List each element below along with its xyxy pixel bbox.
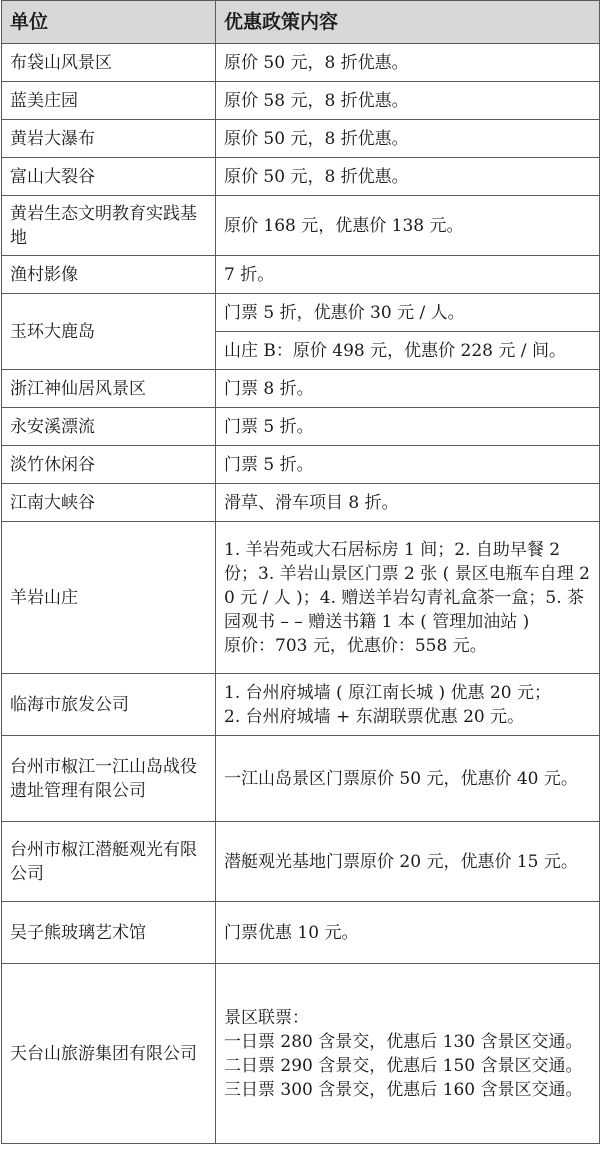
- unit-cell: 吴子熊玻璃艺术馆: [2, 902, 216, 964]
- unit-cell: 江南大峡谷: [2, 484, 216, 522]
- policy-line: 门票 5 折。: [224, 416, 314, 437]
- policy-cell: [216, 522, 600, 674]
- policy-line: 山庄 B：原价 498 元，优惠价 228 元 / 间。: [224, 340, 566, 361]
- policy-line: 原价 58 元，8 折优惠。: [224, 90, 409, 111]
- policy-line: 三日票 300 含景交，优惠后 160 含景区交通。: [224, 1079, 583, 1100]
- table-row: [2, 158, 600, 196]
- header-policy: 优惠政策内容: [216, 1, 600, 44]
- unit-cell: 蓝美庄园: [2, 82, 216, 120]
- policy-cell: [216, 736, 600, 822]
- policy-line: 滑草、滑车项目 8 折。: [224, 492, 399, 513]
- header-unit: 单位: [2, 1, 216, 44]
- policy-line: 原价 50 元，8 折优惠。: [224, 128, 409, 149]
- unit-cell: 浙江神仙居风景区: [2, 370, 216, 408]
- unit-cell: 永安溪漂流: [2, 408, 216, 446]
- table-row: [2, 446, 600, 484]
- unit-cell: 天台山旅游集团有限公司: [2, 964, 216, 1144]
- policy-line: 一江山岛景区门票原价 50 元，优惠价 40 元。: [224, 768, 578, 789]
- discount-table: [1, 0, 600, 1144]
- policy-line: 景区联票：: [224, 1007, 309, 1028]
- policy-cell: [216, 196, 600, 256]
- policy-line: 门票 5 折，优惠价 30 元 / 人。: [224, 302, 465, 323]
- policy-line: 门票 5 折。: [224, 454, 314, 475]
- policy-line: 2. 台州府城墙 + 东湖联票优惠 20 元。: [224, 706, 525, 727]
- policy-line: 门票优惠 10 元。: [224, 922, 359, 943]
- policy-cell: [216, 120, 600, 158]
- unit-cell: 黄岩生态文明教育实践基地: [2, 196, 216, 256]
- table-row: [2, 370, 600, 408]
- policy-line: 1. 羊岩苑或大石居标房 1 间；2. 自助早餐 2 份；3. 羊岩山景区门票 2 张 ( 景区电瓶车自理 20 元 / 人 )；4. 赠送羊岩勾青礼盒茶一盒；5. 茶园观书 – – 赠送书籍 1 本 ( 管理加油站 ): [224, 539, 590, 632]
- policy-cell: [216, 902, 600, 964]
- table-row: [2, 736, 600, 822]
- policy-line: 门票 8 折。: [224, 378, 314, 399]
- policy-cell: [216, 82, 600, 120]
- policy-line: 二日票 290 含景交，优惠后 150 含景区交通。: [224, 1055, 583, 1076]
- policy-cell: [216, 294, 600, 332]
- policy-cell: [216, 964, 600, 1144]
- policy-line: 原价 168 元，优惠价 138 元。: [224, 215, 464, 236]
- unit-cell: 羊岩山庄: [2, 522, 216, 674]
- policy-line: 原价：703 元，优惠价：558 元。: [224, 635, 487, 656]
- policy-cell: [216, 446, 600, 484]
- policy-cell: [216, 484, 600, 522]
- unit-cell: 台州市椒江一江山岛战役遗址管理有限公司: [2, 736, 216, 822]
- policy-cell: [216, 370, 600, 408]
- policy-cell: [216, 44, 600, 82]
- table-header-row: [2, 1, 600, 44]
- table-row: [2, 674, 600, 736]
- table-row: [2, 822, 600, 902]
- unit-cell: 淡竹休闲谷: [2, 446, 216, 484]
- policy-line: 1. 台州府城墙 ( 原江南长城 ) 优惠 20 元；: [224, 682, 551, 703]
- policy-cell: [216, 408, 600, 446]
- policy-cell: [216, 822, 600, 902]
- table-row: [2, 484, 600, 522]
- policy-cell: [216, 256, 600, 294]
- table-row: [2, 408, 600, 446]
- table-row: [2, 522, 600, 674]
- policy-line: 7 折。: [224, 264, 275, 285]
- unit-cell: 台州市椒江潜艇观光有限公司: [2, 822, 216, 902]
- unit-cell: 黄岩大瀑布: [2, 120, 216, 158]
- table-row: [2, 256, 600, 294]
- policy-line: 一日票 280 含景交，优惠后 130 含景区交通。: [224, 1031, 583, 1052]
- unit-cell: 渔村影像: [2, 256, 216, 294]
- policy-cell: [216, 674, 600, 736]
- unit-cell: 临海市旅发公司: [2, 674, 216, 736]
- table-row: [2, 964, 600, 1144]
- table-row: [2, 196, 600, 256]
- table-row: [2, 294, 600, 332]
- table-row: [2, 44, 600, 82]
- unit-cell: 玉环大鹿岛: [2, 294, 216, 370]
- unit-cell: 富山大裂谷: [2, 158, 216, 196]
- table-row: [2, 82, 600, 120]
- policy-cell-extra: [216, 332, 600, 370]
- table-row: [2, 902, 600, 964]
- policy-line: 原价 50 元，8 折优惠。: [224, 52, 409, 73]
- policy-line: 原价 50 元，8 折优惠。: [224, 166, 409, 187]
- table-row: [2, 120, 600, 158]
- policy-line: 潜艇观光基地门票原价 20 元，优惠价 15 元。: [224, 851, 578, 872]
- policy-cell: [216, 158, 600, 196]
- unit-cell: 布袋山风景区: [2, 44, 216, 82]
